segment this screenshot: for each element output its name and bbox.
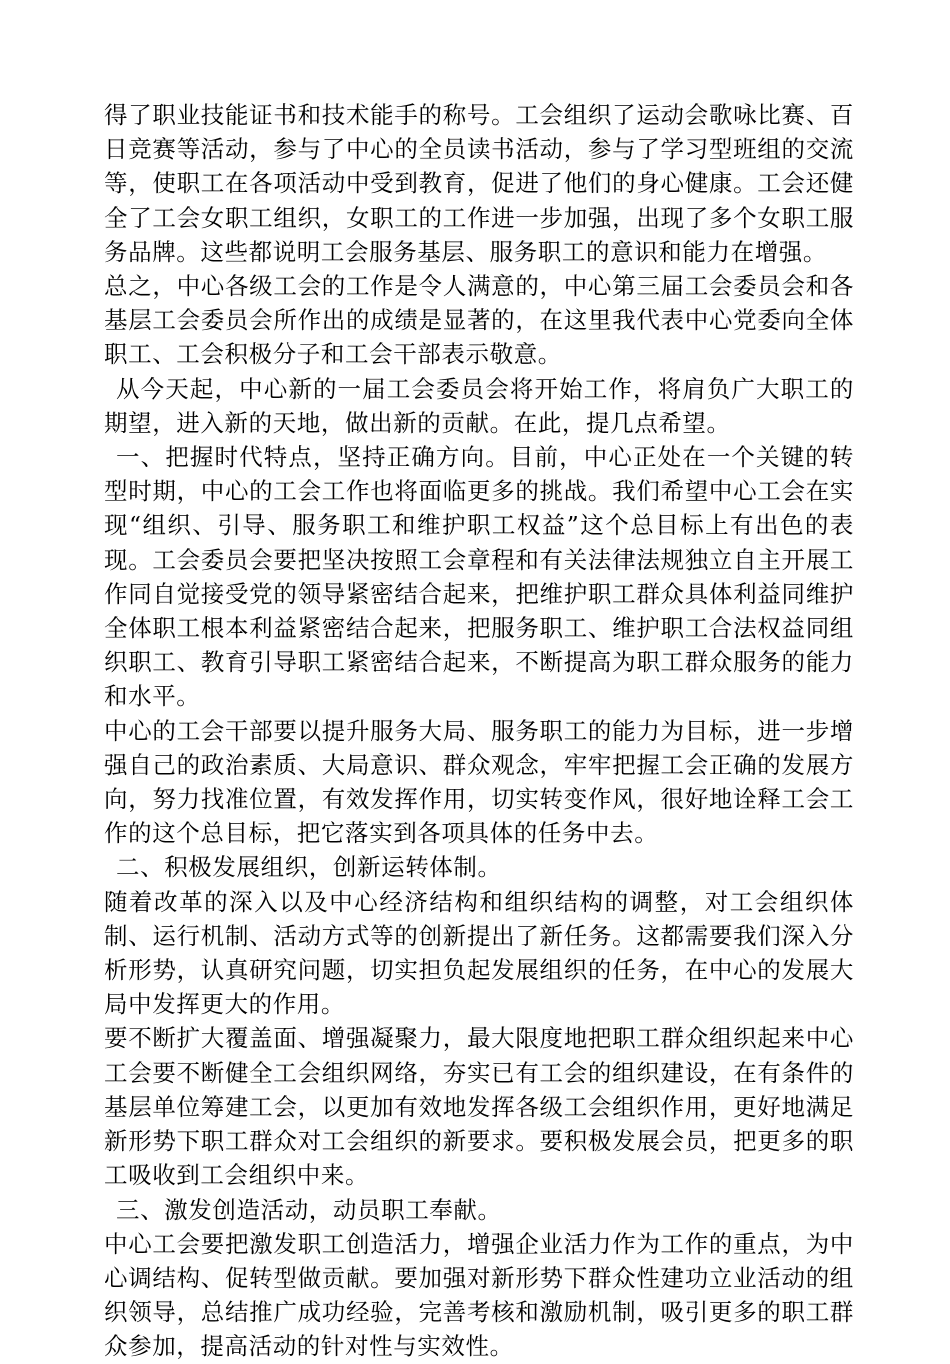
paragraph-point-one: 一、把握时代特点，坚持正确方向。目前，中心正处在一个关键的转型时期，中心的工会工作也将面临更多的挑战。我们希望中心工会在实现“组织、引导、服务职工和维护职工权益”这个总目标上有出色的表现。工会委员会要把坚决按照工会章程和有关法律法规独立自主开展工作同自觉接受党的领导紧密结合起来，把维护职工群众具体利益同维护全体职工根本利益紧密结合起来，把服务职工、维护职工合法权益同组织职工、教育引导职工紧密结合起来，不断提高为职工群众服务的能力和水平。	[104, 443, 854, 711]
paragraph-coverage: 要不断扩大覆盖面、增强凝聚力，最大限度地把职工群众组织起来中心工会要不断健全工会组织网络，夯实已有工会的组织建设，在有条件的基层单位筹建工会，以更加有效地发挥各级工会组织作用，更好地满足新形势下职工群众对工会组织的新要求。要积极发展会员，把更多的职工吸收到工会组织中来。	[104, 1024, 854, 1190]
paragraph-summary: 总之，中心各级工会的工作是令人满意的，中心第三届工会委员会和各基层工会委员会所作出的成绩是显著的，在这里我代表中心党委向全体职工、工会积极分子和工会干部表示敬意。	[104, 272, 854, 369]
heading-point-three: 三、激发创造活动，动员职工奉献。	[116, 1195, 502, 1224]
paragraph-creativity: 中心工会要把激发职工创造活力，增强企业活力作为工作的重点，为中心调结构、促转型做贡献。要加强对新形势下群众性建功立业活动的组织领导，总结推广成功经验，完善考核和激励机制，吸引更多的职工群众参加，提高活动的针对性与实效性。	[104, 1229, 854, 1361]
document-body	[104, 98, 854, 1364]
paragraph-reform: 随着改革的深入以及中心经济结构和组织结构的调整，对工会组织体制、运行机制、活动方式等的创新提出了新任务。这都需要我们深入分析形势，认真研究问题，切实担负起发展组织的任务，在中心的发展大局中发挥更大的作用。	[104, 887, 854, 1019]
heading-point-two: 二、积极发展组织，创新运转体制。	[116, 853, 502, 882]
paragraph-cadre-goals: 中心的工会干部要以提升服务大局、服务职工的能力为目标，进一步增强自己的政治素质、大局意识、群众观念，牢牢把握工会正确的发展方向，努力找准位置，有效发挥作用，切实转变作风，很好地诠释工会工作的这个总目标，把它落实到各项具体的任务中去。	[104, 716, 854, 848]
paragraph-hopes-intro: 从今天起，中心新的一届工会委员会将开始工作，将肩负广大职工的期望，进入新的天地，做出新的贡献。在此，提几点希望。	[104, 374, 854, 437]
paragraph-activities: 得了职业技能证书和技术能手的称号。工会组织了运动会歌咏比赛、百日竞赛等活动，参与了中心的全员读书活动，参与了学习型班组的交流等，使职工在各项活动中受到教育，促进了他们的身心健康。工会还健全了工会女职工组织，女职工的工作进一步加强，出现了多个女职工服务品牌。这些都说明工会服务基层、服务职工的意识和能力在增强。	[104, 101, 854, 266]
